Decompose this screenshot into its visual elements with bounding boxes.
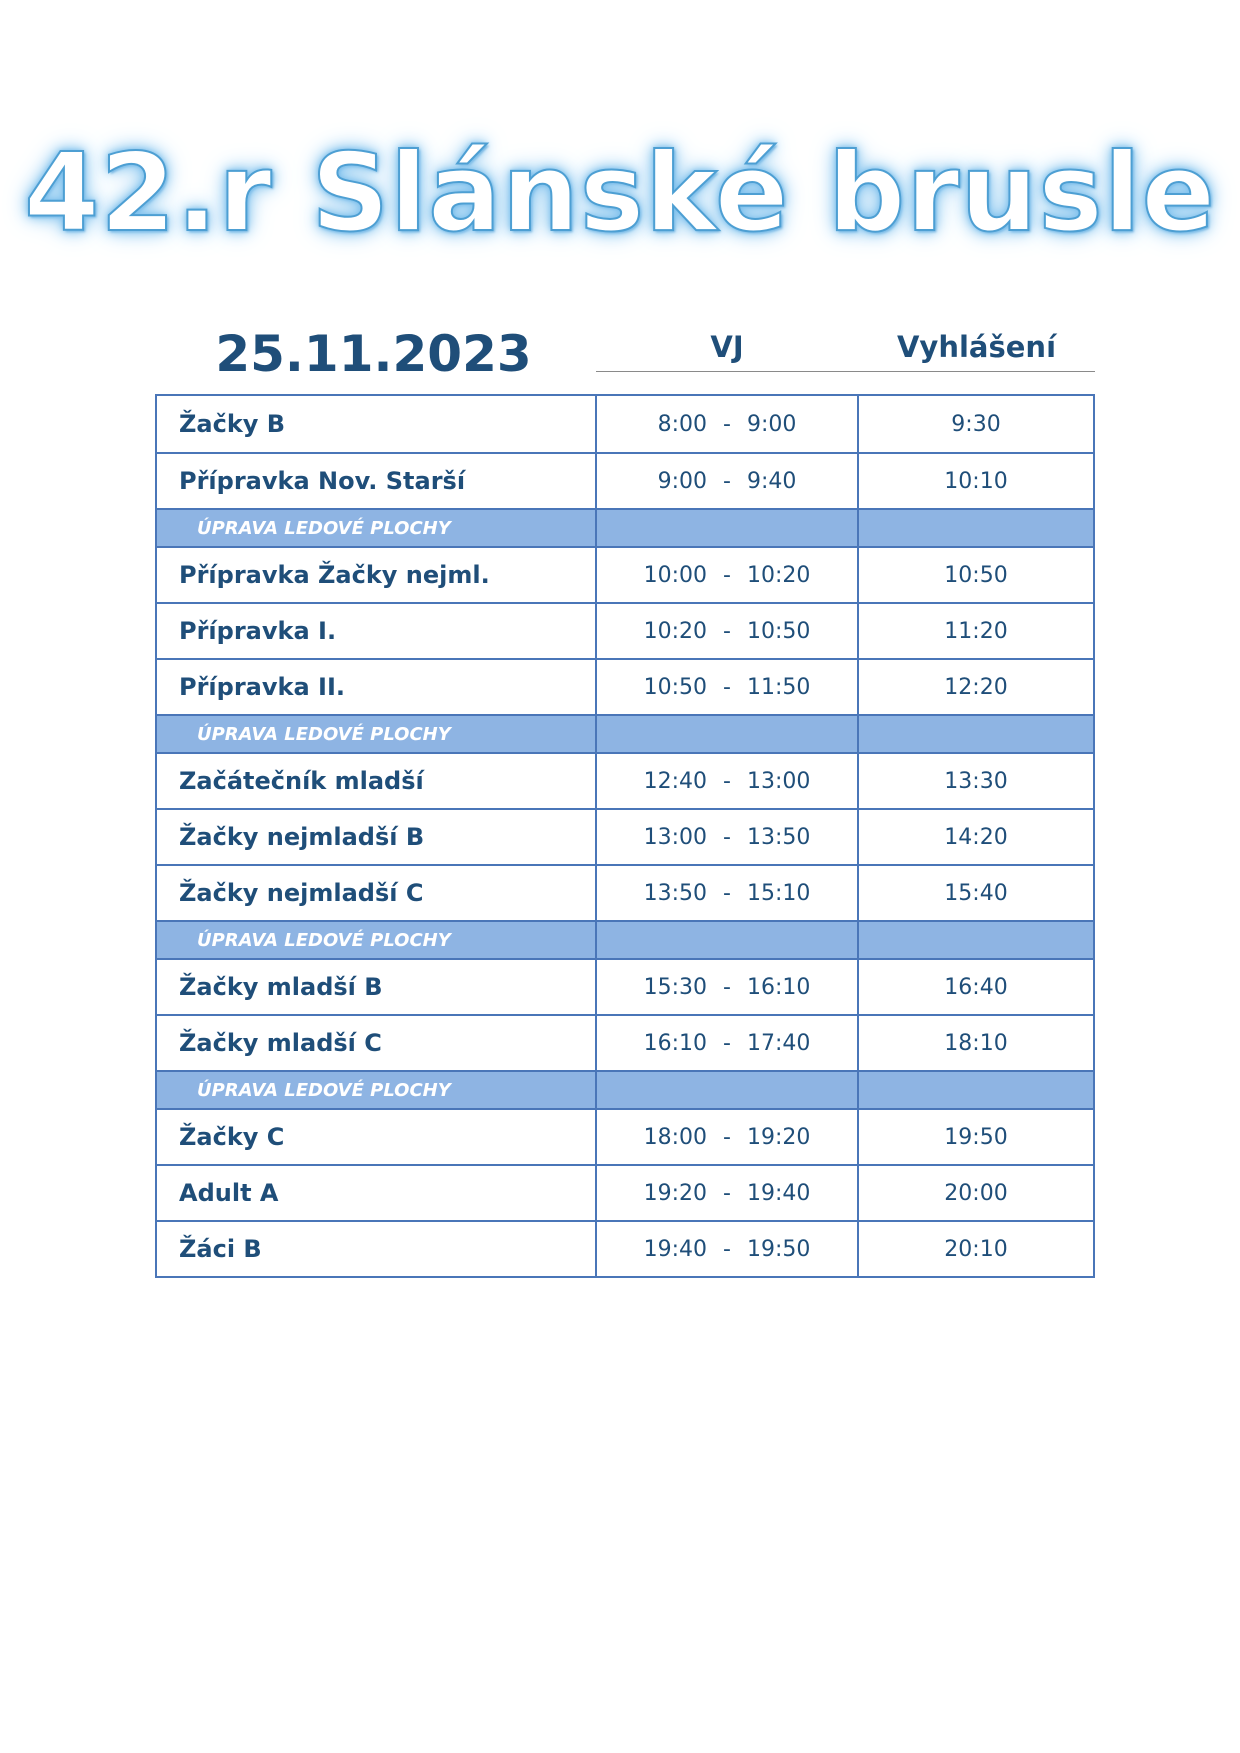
category-name: Žačky nejmladší B [157,810,597,864]
vj-end-time: 9:00 [747,411,797,437]
category-name: Žačky mladší C [157,1016,597,1070]
award-time: 20:00 [944,1180,1008,1206]
table-row [157,808,1093,864]
vj-time [597,660,859,714]
category-name: Adult A [157,1166,597,1220]
vj-start-time: 13:00 [643,824,707,850]
award-time: 9:30 [951,411,1001,437]
separator-vj-cell [597,716,859,752]
award-time: 11:20 [944,618,1008,644]
vj-end-time: 19:20 [747,1124,811,1150]
time-dash: - [723,674,731,700]
separator-row [157,1070,1093,1108]
time-dash: - [723,1124,731,1150]
table-row [157,1220,1093,1276]
vj-end-time: 13:00 [747,768,811,794]
award-time: 16:40 [944,974,1008,1000]
category-name: Žačky C [157,1110,597,1164]
separator-row [157,920,1093,958]
vj-start-time: 18:00 [643,1124,707,1150]
category-name: Žačky nejmladší C [157,866,597,920]
vj-time [597,1016,859,1070]
separator-label: ÚPRAVA LEDOVÉ PLOCHY [157,716,597,752]
vj-start-time: 19:40 [643,1236,707,1262]
table-row [157,658,1093,714]
table-row [157,396,1093,452]
vj-start-time: 19:20 [643,1180,707,1206]
vj-time [597,454,859,508]
separator-vyhlaseni-cell [859,716,1093,752]
table-row [157,602,1093,658]
time-dash: - [723,824,731,850]
category-name: Přípravka I. [157,604,597,658]
vj-end-time: 16:10 [747,974,811,1000]
vj-end-time: 13:50 [747,824,811,850]
separator-row [157,714,1093,752]
table-row [157,958,1093,1014]
separator-vyhlaseni-cell [859,510,1093,546]
category-name: Žáci B [157,1222,597,1276]
vj-start-time: 10:20 [643,618,707,644]
vj-start-time: 10:00 [643,562,707,588]
separator-row [157,508,1093,546]
vj-time [597,1222,859,1276]
vj-time [597,1166,859,1220]
vj-time [597,960,859,1014]
vj-time [597,604,859,658]
category-name: Přípravka Nov. Starší [157,454,597,508]
separator-vj-cell [597,922,859,958]
category-name: Žačky B [157,396,597,452]
time-dash: - [723,1030,731,1056]
vj-end-time: 17:40 [747,1030,811,1056]
vj-start-time: 16:10 [643,1030,707,1056]
vj-start-time: 15:30 [643,974,707,1000]
vj-time [597,548,859,602]
vj-start-time: 12:40 [643,768,707,794]
separator-label: ÚPRAVA LEDOVÉ PLOCHY [157,510,597,546]
category-name: Začátečník mladší [157,754,597,808]
time-dash: - [723,411,731,437]
separator-vj-cell [597,1072,859,1108]
time-dash: - [723,768,731,794]
vj-time [597,810,859,864]
vj-time [597,1110,859,1164]
vj-end-time: 9:40 [747,468,797,494]
separator-label: ÚPRAVA LEDOVÉ PLOCHY [157,1072,597,1108]
category-name: Přípravka II. [157,660,597,714]
separator-vj-cell [597,510,859,546]
vj-end-time: 11:50 [747,674,811,700]
time-dash: - [723,1236,731,1262]
event-date: 25.11.2023 [215,325,532,383]
time-dash: - [723,618,731,644]
page-title: 42.r Slánské brusle [24,131,1216,256]
vj-start-time: 9:00 [657,468,707,494]
table-row [157,864,1093,920]
header-underline [596,371,1095,372]
vj-end-time: 10:20 [747,562,811,588]
time-dash: - [723,562,731,588]
vj-start-time: 10:50 [643,674,707,700]
vj-start-time: 13:50 [643,880,707,906]
schedule-table [155,394,1095,1278]
category-name: Přípravka Žačky nejml. [157,548,597,602]
award-time: 20:10 [944,1236,1008,1262]
column-header-vyhlaseni: Vyhlášení [896,330,1057,364]
time-dash: - [723,1180,731,1206]
vj-end-time: 19:50 [747,1236,811,1262]
award-time: 15:40 [944,880,1008,906]
time-dash: - [723,468,731,494]
table-row [157,1164,1093,1220]
award-time: 12:20 [944,674,1008,700]
separator-vyhlaseni-cell [859,922,1093,958]
table-row [157,546,1093,602]
category-name: Žačky mladší B [157,960,597,1014]
award-time: 19:50 [944,1124,1008,1150]
vj-time [597,754,859,808]
table-row [157,452,1093,508]
column-header-vj: VJ [710,330,744,364]
award-time: 18:10 [944,1030,1008,1056]
vj-time [597,396,859,452]
award-time: 10:50 [944,562,1008,588]
vj-end-time: 10:50 [747,618,811,644]
time-dash: - [723,974,731,1000]
award-time: 14:20 [944,824,1008,850]
vj-time [597,866,859,920]
table-row [157,1108,1093,1164]
time-dash: - [723,880,731,906]
award-time: 10:10 [944,468,1008,494]
table-row [157,1014,1093,1070]
separator-label: ÚPRAVA LEDOVÉ PLOCHY [157,922,597,958]
vj-start-time: 8:00 [657,411,707,437]
vj-end-time: 15:10 [747,880,811,906]
vj-end-time: 19:40 [747,1180,811,1206]
table-row [157,752,1093,808]
award-time: 13:30 [944,768,1008,794]
separator-vyhlaseni-cell [859,1072,1093,1108]
